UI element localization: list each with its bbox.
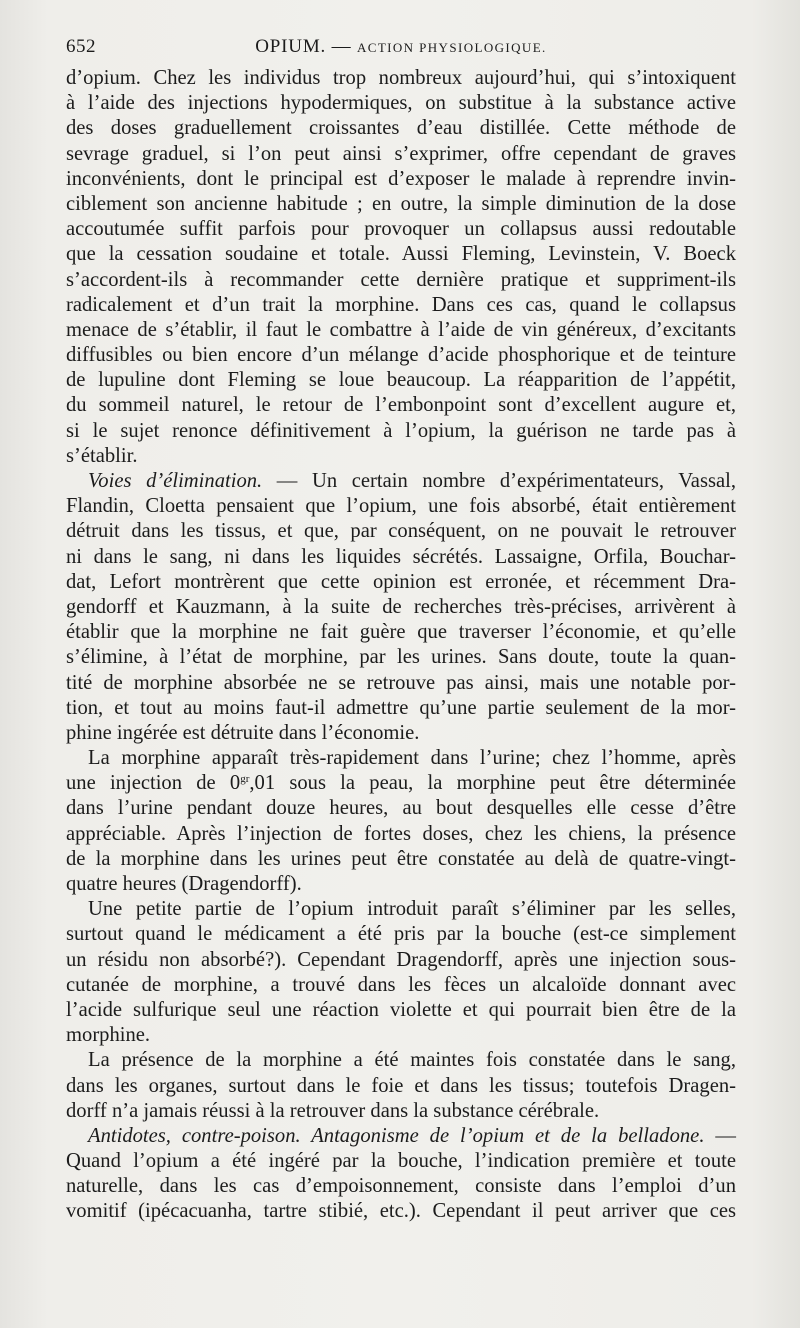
section-heading-antidotes: Antidotes, contre-poison. Antagonisme de l’opium et de la belladone. bbox=[88, 1124, 705, 1147]
text-line: ni dans le sang, ni dans les liquides sécrétés. Lassaigne, Orfila, Bouchar- bbox=[66, 545, 736, 568]
text-line: à l’aide des injections hypodermiques, on substitue à la substance active bbox=[66, 92, 736, 115]
text-line: phine ingérée est détruite dans l’économie. bbox=[66, 721, 420, 744]
text-line: ciblement son ancienne habitude ; en outre, la simple diminution de la dose bbox=[66, 192, 736, 215]
text-line: sevrage graduel, si l’on peut ainsi s’exprimer, offre cependant de graves bbox=[66, 142, 736, 165]
text-line: établir que la morphine ne fait guère que traverser l’économie, et qu’elle bbox=[66, 621, 736, 644]
text-line: s’accordent-ils à recommander cette dernière pratique et suppriment-ils bbox=[66, 268, 736, 291]
running-head-separator: — bbox=[326, 36, 357, 57]
page-header bbox=[66, 32, 736, 62]
text-run: une injection de 0 bbox=[66, 772, 241, 795]
text-line: dans les organes, surtout dans le foie et dans les tissus; toutefois Dragen- bbox=[66, 1074, 736, 1097]
text-line: Quand l’opium a été ingéré par la bouche, l’indication première et toute bbox=[66, 1150, 736, 1173]
text-line bbox=[66, 469, 736, 494]
text-line: tité de morphine absorbée ne se retrouve pas ainsi, mais une notable por- bbox=[66, 671, 736, 694]
text-line: La présence de la morphine a été maintes fois constatée dans le sang, bbox=[88, 1049, 736, 1072]
text-line bbox=[66, 771, 736, 796]
text-line: radicalement et d’un trait la morphine. Dans ces cas, quand le collapsus bbox=[66, 293, 736, 316]
text-line: des doses graduellement croissantes d’eau distillée. Cette méthode de bbox=[66, 117, 736, 140]
text-line: inconvénients, dont le principal est d’exposer le malade à reprendre invin- bbox=[66, 167, 736, 190]
text-line: dat, Lefort montrèrent que cette opinion est erronée, et récemment Dra- bbox=[66, 570, 736, 593]
text-line: s’établir. bbox=[66, 444, 138, 467]
text-line: quatre heures (Dragendorff). bbox=[66, 873, 302, 895]
paragraph-selles bbox=[66, 897, 736, 1048]
page-number: 652 bbox=[66, 36, 96, 57]
text-line: menace de s’établir, il faut le combattre à l’aide de vin généreux, d’excitants bbox=[66, 318, 736, 341]
page-body bbox=[66, 66, 736, 1225]
text-line: dorff n’a jamais réussi à la retrouver dans la substance cérébrale. bbox=[66, 1099, 600, 1122]
text-line: La morphine apparaît très-rapidement dans l’urine; chez l’homme, après bbox=[88, 747, 736, 770]
text-line: d’opium. Chez les individus trop nombreux aujourd’hui, qui s’intoxiquent bbox=[66, 67, 736, 89]
text-line: gendorff et Kauzmann, à la suite de recherches très-précises, arrivèrent à bbox=[66, 595, 736, 618]
text-line: si le sujet renonce définitivement à l’opium, la guérison ne tarde pas à bbox=[66, 419, 736, 442]
text-line: diffusibles ou bien encore d’un mélange d’acide phosphorique et de teinture bbox=[66, 344, 736, 367]
paragraph-sang bbox=[66, 1048, 736, 1124]
text-line: dans l’urine pendant douze heures, au bout desquelles elle cesse d’être bbox=[66, 797, 736, 820]
text-line: vomitif (ipécacuanha, tartre stibié, etc.). Cependant il peut arriver que ces bbox=[66, 1200, 736, 1223]
text-line: morphine. bbox=[66, 1024, 151, 1047]
text-line: cutanée de morphine, a trouvé dans les fèces un alcaloïde donnant avec bbox=[66, 973, 736, 996]
paragraph-sevrage bbox=[66, 66, 736, 469]
text-run: ,01 sous la peau, la morphine peut être déterminée bbox=[249, 772, 736, 795]
text-line: accoutumée suffit parfois pour provoquer un collapsus aussi redoutable bbox=[66, 218, 736, 241]
section-heading-voies-elimination: Voies d’élimination. bbox=[88, 470, 263, 492]
text-line: Une petite partie de l’opium introduit paraît s’éliminer par les selles, bbox=[88, 898, 736, 921]
text-line: naturelle, dans les cas d’empoisonnement, consiste dans l’emploi d’un bbox=[66, 1175, 736, 1198]
text-line: que la cessation soudaine et totale. Aussi Fleming, Levinstein, V. Boeck bbox=[66, 243, 736, 266]
text-line: Flandin, Cloetta pensaient que l’opium, une fois absorbé, était entièrement bbox=[66, 495, 736, 518]
text-line: tion, et tout au moins faut-il admettre qu’une partie seulement de la mor- bbox=[66, 696, 736, 719]
text-line: détruit dans les tissus, et que, par conséquent, on ne pouvait le retrouver bbox=[66, 520, 736, 543]
superscript-unit: gr bbox=[240, 773, 250, 786]
text-line: de lupuline dont Fleming se loue beaucoup. La réapparition de l’appétit, bbox=[66, 369, 736, 392]
paragraph-urine bbox=[66, 746, 736, 897]
text-line: surtout quand le médicament a été pris par la bouche (est-ce simplement bbox=[66, 923, 736, 946]
running-head-subtitle: ACTION PHYSIOLOGIQUE. bbox=[356, 40, 547, 55]
text-line: s’élimine, à l’état de morphine, par les urines. Sans doute, toute la quan- bbox=[66, 646, 736, 669]
text-run: — bbox=[704, 1124, 736, 1147]
text-line: de la morphine dans les urines peut être constatée au delà de quatre-vingt- bbox=[66, 847, 736, 870]
paragraph-voies-elimination bbox=[66, 469, 736, 746]
text-line bbox=[66, 1124, 736, 1149]
text-line: appréciable. Après l’injection de fortes doses, chez les chiens, la présence bbox=[66, 822, 736, 845]
paragraph-antidotes bbox=[66, 1124, 736, 1225]
text-line: du sommeil naturel, le retour de l’embonpoint sont d’excellent augure et, bbox=[66, 394, 736, 417]
running-head bbox=[66, 36, 736, 58]
running-head-title: OPIUM. bbox=[255, 36, 327, 57]
text-line: l’acide sulfurique seul une réaction violette et qui pourrait bien être de la bbox=[66, 998, 736, 1021]
text-line: un résidu non absorbé?). Cependant Dragendorff, après une injection sous- bbox=[66, 948, 736, 971]
text-run: — Un certain nombre d’expérimentateurs, Vassal, bbox=[262, 470, 736, 492]
